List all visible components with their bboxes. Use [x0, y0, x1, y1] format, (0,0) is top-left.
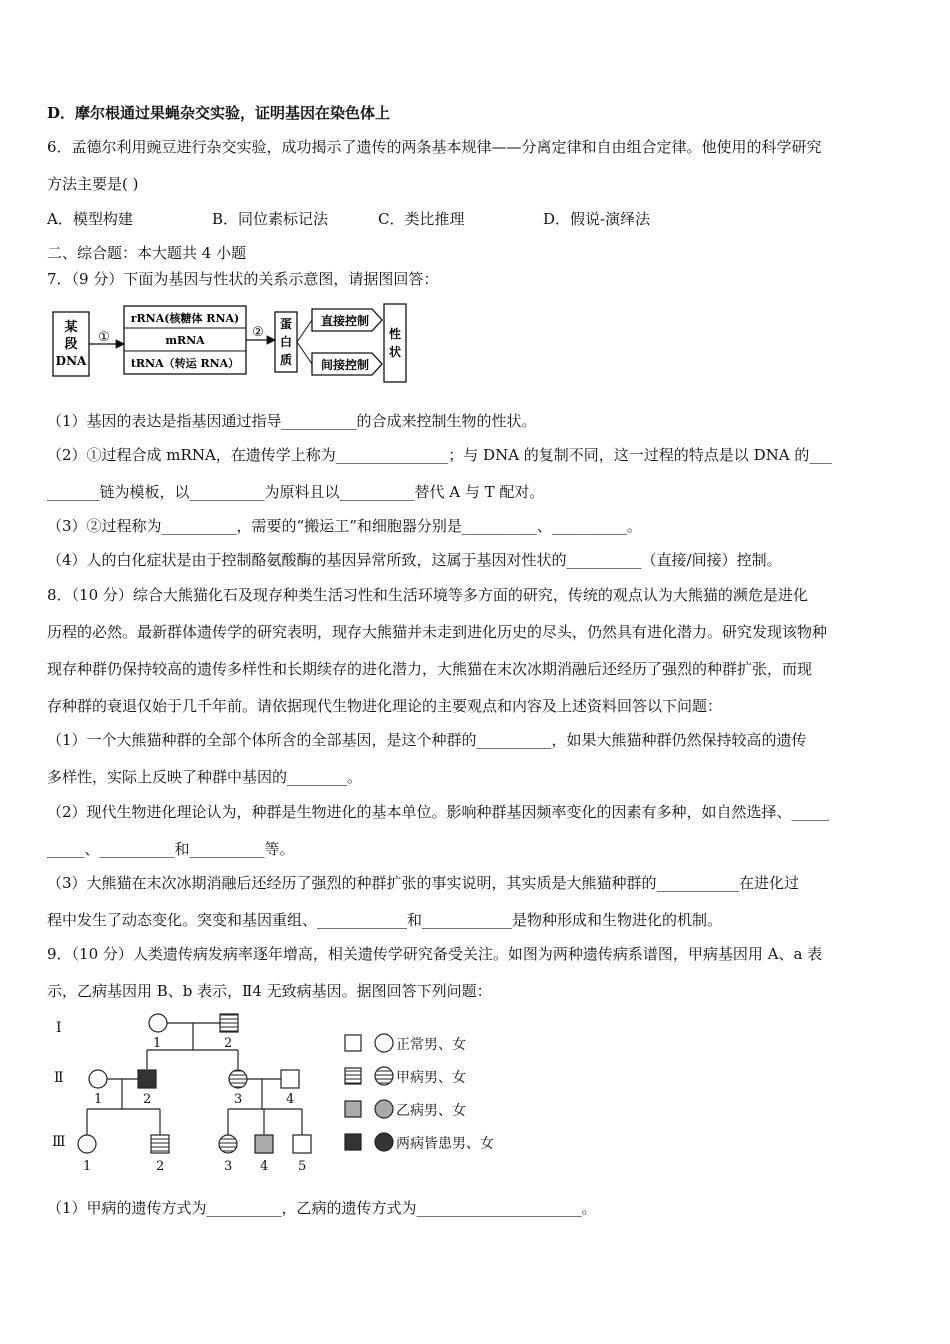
q6-stem-2: 方法主要是( ) — [47, 175, 139, 193]
q7-line-1: （1）基因的表达是指基因通过指导__________的合成来控制生物的性状。 — [47, 412, 537, 430]
gen3-num-5: 5 — [298, 1159, 307, 1174]
branch-up — [297, 320, 312, 342]
q7-stem: 7．（9 分）下面为基因与性状的关系示意图，请据图回答： — [47, 270, 439, 288]
legend-normal-label: 正常男、女 — [396, 1037, 466, 1053]
gen3-male-4 — [255, 1135, 273, 1153]
gen3-male-5 — [293, 1135, 311, 1153]
q8-line-6: 多样性，实际上反映了种群中基因的________。 — [47, 768, 363, 786]
gen3-num-4: 4 — [260, 1159, 269, 1174]
gen2-male-4 — [281, 1070, 299, 1088]
gen1-male-2 — [220, 1014, 238, 1032]
legend-both-male — [345, 1134, 361, 1150]
q6-option-d: D．假说-演绎法 — [543, 210, 651, 228]
gen2-num-4: 4 — [286, 1092, 295, 1107]
legend-b-female — [375, 1100, 393, 1118]
gen1-female-1 — [149, 1014, 167, 1032]
legend-a-female — [375, 1067, 393, 1085]
gen-label-3: Ⅲ — [52, 1134, 66, 1150]
q6-option-a: A．模型构建 — [47, 210, 133, 228]
q6-stem-1: 6．孟德尔利用豌豆进行杂交实验，成功揭示了遗传的两条基本规律——分离定律和自由组合定律。他使用的科学研究 — [47, 138, 822, 156]
q5-option-d: D．摩尔根通过果蝇杂交实验，证明基因在染色体上 — [47, 104, 391, 122]
q8-line-1: 8．（10 分）综合大熊猫化石及现存种类生活习性和生活环境等多方面的研究，传统的观点认为大熊猫的濒危是进化 — [47, 586, 808, 604]
protein-label-1: 蛋 — [279, 317, 293, 331]
q8-line-8: _____、__________和__________等。 — [47, 840, 295, 858]
legend-a-male — [345, 1068, 361, 1084]
protein-label-2: 白 — [279, 335, 293, 349]
q8-line-2: 历程的必然。最新群体遗传学的研究表明，现存大熊猫并未走到进化历史的尽头，仍然具有进化潜力。研究发现该物种 — [47, 623, 828, 641]
gene-trait-diagram — [50, 302, 410, 384]
trait-label-2: 状 — [388, 345, 402, 359]
gen3-male-2 — [151, 1135, 169, 1153]
branch-down — [297, 342, 312, 364]
gen-label-1: Ⅰ — [56, 1020, 62, 1036]
q7-line-4: （3）②过程称为__________，需要的“搬运工”和细胞器分别是__________、__________。 — [47, 517, 642, 535]
dna-label-2: 段 — [64, 337, 78, 352]
dna-label-3: DNA — [55, 354, 87, 368]
protein-label-3: 质 — [279, 353, 293, 367]
legend-a-label: 甲病男、女 — [396, 1070, 466, 1086]
indirect-control-label: 间接控制 — [320, 358, 370, 372]
q9-line-1: 9．（10 分）人类遗传病发病率逐年增高，相关遗传学研究备受关注。如图为两种遗传病系谱图，甲病基因用 A、a 表 — [47, 945, 823, 963]
gen3-female-3 — [219, 1135, 237, 1153]
gen2-male-2 — [138, 1070, 156, 1088]
q6-option-c: C．类比推理 — [378, 210, 465, 228]
trait-box — [384, 304, 406, 382]
step1-label: ① — [98, 330, 110, 345]
gen3-num-2: 2 — [156, 1159, 165, 1174]
gen3-num-1: 1 — [83, 1159, 92, 1174]
q7-line-2: （2）①过程合成 mRNA，在遗传学上称为_______________；与 DNA 的复制不同，这一过程的特点是以 DNA 的___ — [47, 446, 832, 464]
gen1-num-1: 1 — [153, 1036, 162, 1051]
q8-line-3: 现存种群仍保持较高的遗传多样性和长期续存的进化潜力，大熊猫在末次冰期消融后还经历了强烈的种群扩张，而现 — [47, 660, 813, 678]
q7-line-3: _______链为模板，以__________为原料且以__________替代 A 与 T 配对。 — [47, 483, 545, 501]
gen2-num-3: 3 — [234, 1092, 243, 1107]
q9-question-1: （1）甲病的遗传方式为__________，乙病的遗传方式为______________________。 — [47, 1199, 597, 1217]
legend-b-label: 乙病男、女 — [396, 1103, 466, 1119]
q8-line-10: 程中发生了动态变化。突变和基因重组、____________和____________是物种形成和生物进化的机制。 — [47, 911, 723, 929]
legend-b-male — [345, 1101, 361, 1117]
direct-control-label: 直接控制 — [320, 314, 370, 328]
trna-label: tRNA（转运 RNA） — [130, 357, 240, 370]
legend-normal-female — [375, 1034, 393, 1052]
section-heading: 二、综合题：本大题共 4 小题 — [47, 244, 247, 262]
dna-label-1: 某 — [64, 320, 78, 335]
gen-label-2: Ⅱ — [54, 1070, 64, 1086]
q6-option-b: B．同位素标记法 — [212, 210, 329, 228]
gen2-num-1: 1 — [94, 1092, 103, 1107]
q8-line-5: （1）一个大熊猫种群的全部个体所含的全部基因，是这个种群的__________，如果大熊猫种群仍然保持较高的遗传 — [47, 731, 807, 749]
gen2-num-2: 2 — [143, 1092, 152, 1107]
q8-line-7: （2）现代生物进化理论认为，种群是生物进化的基本单位。影响种群基因频率变化的因素有多种，如自然选择、_____ — [47, 803, 830, 821]
q7-line-5: （4）人的白化症状是由于控制酪氨酸酶的基因异常所致，这属于基因对性状的__________（直接/间接）控制。 — [47, 551, 782, 569]
legend-normal-male — [345, 1035, 361, 1051]
step2-label: ② — [252, 325, 264, 340]
q8-line-4: 存种群的衰退仅始于几千年前。请依据现代生物进化理论的主要观点和内容及上述资料回答以下问题： — [47, 697, 723, 715]
q9-line-2: 示，乙病基因用 B、b 表示，Ⅱ4 无致病基因。据图回答下列问题： — [47, 982, 492, 1000]
gen2-female-1 — [89, 1070, 107, 1088]
mrna-label: mRNA — [165, 334, 205, 347]
gen3-female-1 — [78, 1135, 96, 1153]
legend-both-female — [375, 1133, 393, 1151]
pedigree-chart — [40, 1005, 520, 1180]
gen3-num-3: 3 — [224, 1159, 233, 1174]
gen2-female-3 — [229, 1070, 247, 1088]
trait-label-1: 性 — [388, 327, 402, 341]
gen1-num-2: 2 — [224, 1036, 233, 1051]
q8-line-9: （3）大熊猫在末次冰期消融后还经历了强烈的种群扩张的事实说明，其实质是大熊猫种群的___________在进化过 — [47, 874, 800, 892]
rrna-label: rRNA(核糖体 RNA) — [130, 312, 240, 325]
legend-both-label: 两病皆患男、女 — [396, 1136, 494, 1152]
